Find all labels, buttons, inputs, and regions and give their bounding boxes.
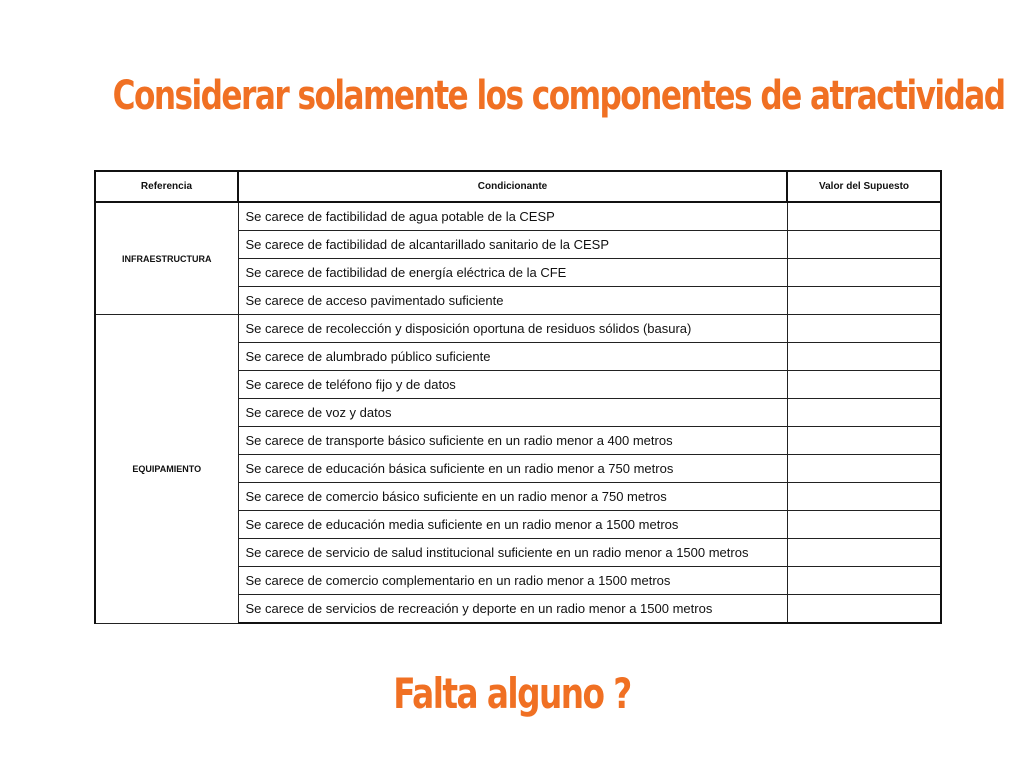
- value-cell[interactable]: [787, 259, 941, 287]
- value-cell[interactable]: [787, 511, 941, 539]
- value-cell[interactable]: [787, 315, 941, 343]
- table-header-row: [95, 171, 941, 202]
- condition-cell: Se carece de factibilidad de alcantarillado sanitario de la CESP: [238, 231, 787, 259]
- condition-cell: Se carece de comercio complementario en un radio menor a 1500 metros: [238, 567, 787, 595]
- value-cell[interactable]: [787, 567, 941, 595]
- value-cell[interactable]: [787, 595, 941, 624]
- slide-title: Considerar solamente los componentes de atractividad: [112, 73, 1005, 119]
- condition-cell: Se carece de voz y datos: [238, 399, 787, 427]
- value-cell[interactable]: [787, 539, 941, 567]
- condition-cell: Se carece de educación media suficiente en un radio menor a 1500 metros: [238, 511, 787, 539]
- table-row: [95, 202, 941, 231]
- value-cell[interactable]: [787, 483, 941, 511]
- condition-cell: Se carece de teléfono fijo y de datos: [238, 371, 787, 399]
- table-body: [95, 202, 941, 623]
- value-cell[interactable]: [787, 287, 941, 315]
- condition-cell: Se carece de transporte básico suficiente en un radio menor a 400 metros: [238, 427, 787, 455]
- conditions-table: [94, 170, 942, 624]
- value-cell[interactable]: [787, 427, 941, 455]
- table-row: [95, 315, 941, 343]
- condition-cell: Se carece de servicio de salud institucional suficiente en un radio menor a 1500 metros: [238, 539, 787, 567]
- condition-cell: Se carece de factibilidad de agua potable de la CESP: [238, 202, 787, 231]
- reference-cell: EQUIPAMIENTO: [95, 315, 238, 624]
- value-cell[interactable]: [787, 231, 941, 259]
- value-cell[interactable]: [787, 343, 941, 371]
- header-referencia: Referencia: [95, 171, 238, 202]
- reference-cell: INFRAESTRUCTURA: [95, 202, 238, 315]
- condition-cell: Se carece de factibilidad de energía eléctrica de la CFE: [238, 259, 787, 287]
- condition-cell: Se carece de recolección y disposición oportuna de residuos sólidos (basura): [238, 315, 787, 343]
- condition-cell: Se carece de comercio básico suficiente en un radio menor a 750 metros: [238, 483, 787, 511]
- value-cell[interactable]: [787, 399, 941, 427]
- header-valor-del-supuesto: Valor del Supuesto: [787, 171, 941, 202]
- value-cell[interactable]: [787, 371, 941, 399]
- condition-cell: Se carece de educación básica suficiente en un radio menor a 750 metros: [238, 455, 787, 483]
- value-cell[interactable]: [787, 202, 941, 231]
- header-condicionante: Condicionante: [238, 171, 787, 202]
- condition-cell: Se carece de acceso pavimentado suficiente: [238, 287, 787, 315]
- value-cell[interactable]: [787, 455, 941, 483]
- closing-question: Falta alguno ?: [393, 669, 631, 718]
- condition-cell: Se carece de alumbrado público suficiente: [238, 343, 787, 371]
- condition-cell: Se carece de servicios de recreación y deporte en un radio menor a 1500 metros: [238, 595, 787, 624]
